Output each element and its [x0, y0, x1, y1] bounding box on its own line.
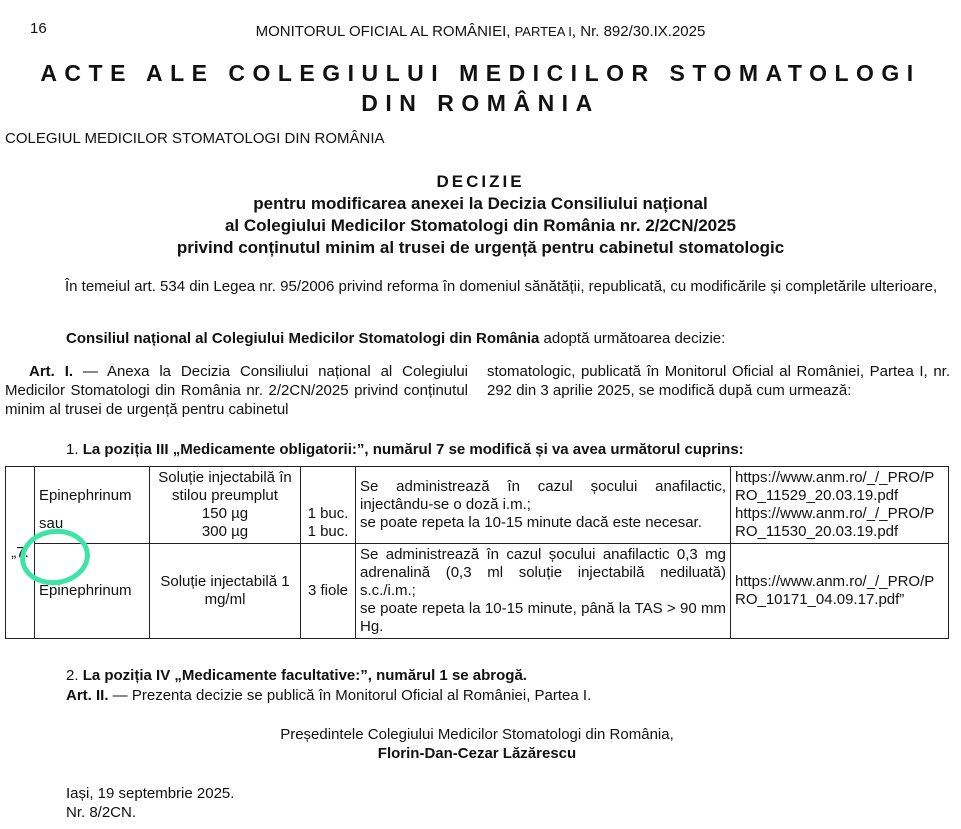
- signatory-role: Președintele Colegiului Medicilor Stomatologi din România,: [280, 726, 674, 743]
- quantity-1: 1 buc.: [307, 505, 349, 522]
- leaflet-link-2[interactable]: https://www.anm.ro/_/_PRO/PRO_11530_20.03.19.pdf: [735, 505, 935, 540]
- link-cell: [731, 544, 949, 639]
- place-date: Iași, 19 septembrie 2025.: [66, 785, 235, 802]
- signature-block: [0, 725, 954, 763]
- adoption-paragraph: [66, 330, 725, 348]
- quantity-cell: 3 fiole: [301, 544, 356, 639]
- adoption-text: adoptă următoarea decizie:: [539, 330, 726, 347]
- leaflet-link-1[interactable]: https://www.anm.ro/_/_PRO/PRO_11529_20.03.19.pdf: [735, 469, 935, 504]
- masthead-part: PARTEA I: [514, 24, 572, 39]
- administration-cell: [356, 467, 731, 544]
- decision-title: DECIZIE: [436, 172, 525, 191]
- section-title-line1: ACTE ALE COLEGIULUI MEDICILOR STOMATOLOGI: [40, 60, 921, 86]
- table-row: [6, 467, 949, 544]
- administration-text-1: Se administrează în cazul șocului anafilactic, injectându-se o doză i.m.;: [360, 478, 726, 513]
- article-1-text-left: — Anexa la Decizia Consiliului național al Colegiului Medicilor Stomatologi din România nr. 2/2CN/2025 privind conținutul minim al trusei de urgență pentru cabinetul: [5, 363, 469, 418]
- dose-2: 300 µg: [201, 523, 249, 540]
- council-name: Consiliul național al Colegiului Medicilor Stomatologi din România: [66, 330, 540, 347]
- medication-table: [5, 466, 949, 639]
- point-1-text: La poziția III „Medicamente obligatorii:”, numărul 7 se modifică și va avea următorul cuprins:: [82, 441, 744, 458]
- drug-name-cell: Epinephrinum: [35, 544, 150, 639]
- administration-text-2: se poate repeta la 10-15 minute dacă este necesar.: [360, 514, 702, 531]
- quantity-2: 1 buc.: [307, 523, 349, 540]
- form-text: Soluție injectabilă în stilou preumplut: [158, 469, 292, 504]
- decision-number: Nr. 8/2CN.: [66, 804, 137, 821]
- article-2-label: Art. II.: [66, 687, 109, 704]
- decision-subtitle-1: pentru modificarea anexei la Decizia Consiliului național: [253, 194, 708, 213]
- point-1-paragraph: [66, 441, 744, 459]
- masthead-issue: , Nr. 892/30.IX.2025: [571, 23, 706, 40]
- leaflet-link-3[interactable]: https://www.anm.ro/_/_PRO/PRO_10171_04.09.17.pdf”: [735, 573, 935, 608]
- form-cell: Soluție injectabilă 1 mg/ml: [150, 544, 301, 639]
- section-title: [0, 58, 961, 118]
- decision-subtitle-2: al Colegiului Medicilor Stomatologi din România nr. 2/2CN/2025: [224, 216, 737, 235]
- administration-cell: [356, 544, 731, 639]
- row-number-cell: „7.: [6, 467, 35, 639]
- point-2-paragraph: [66, 667, 527, 685]
- administration-text-1: Se administrează în cazul șocului anafilactic 0,3 mg adrenalină (0,3 ml soluție injectabilă nediluată) s.c./i.m.;: [360, 546, 726, 599]
- article-2-text: — Prezenta decizie se publică în Monitorul Oficial al României, Partea I.: [108, 687, 592, 704]
- administration-text-2: se poate repeta la 10-15 minute, până la TAS > 90 mm Hg.: [360, 600, 726, 635]
- link-cell: [731, 467, 949, 544]
- article-1-label: Art. I.: [29, 363, 74, 380]
- point-2-number: 2.: [66, 667, 83, 684]
- place-date-block: [66, 784, 234, 822]
- page-number: 16: [30, 20, 47, 37]
- drug-name: Epinephrinum: [39, 487, 132, 504]
- decision-heading: [0, 171, 961, 259]
- decision-subtitle-3: privind conținutul minim al trusei de urgență pentru cabinetul stomatologic: [176, 238, 785, 257]
- alternative-separator: sau: [39, 515, 64, 532]
- article-1-right: stomatologic, publicată în Monitorul Oficial al României, Partea I, nr. 292 din 3 aprilie 2025, se modifică după cum urmează:: [487, 363, 950, 399]
- quantity-cell: [301, 467, 356, 544]
- legal-basis-paragraph: În temeiul art. 534 din Legea nr. 95/2006 privind reforma în domeniul sănătății, republicată, cu modificările și completările ulterioare,: [65, 278, 938, 295]
- form-cell: [150, 467, 301, 544]
- issuer: COLEGIUL MEDICILOR STOMATOLOGI DIN ROMÂNIA: [5, 130, 385, 147]
- masthead: [0, 23, 961, 41]
- point-2-text: La poziția IV „Medicamente facultative:”, numărul 1 se abrogă.: [82, 667, 527, 684]
- signatory-name: Florin-Dan-Cezar Lăzărescu: [377, 745, 577, 762]
- point-1-number: 1.: [66, 441, 83, 458]
- article-2-paragraph: [66, 687, 591, 705]
- dose-1: 150 µg: [201, 505, 249, 522]
- masthead-title: MONITORUL OFICIAL AL ROMÂNIEI,: [255, 23, 515, 40]
- article-1-left: [5, 362, 468, 419]
- table-row: [6, 544, 949, 639]
- section-title-line2: DIN ROMÂNIA: [361, 90, 600, 116]
